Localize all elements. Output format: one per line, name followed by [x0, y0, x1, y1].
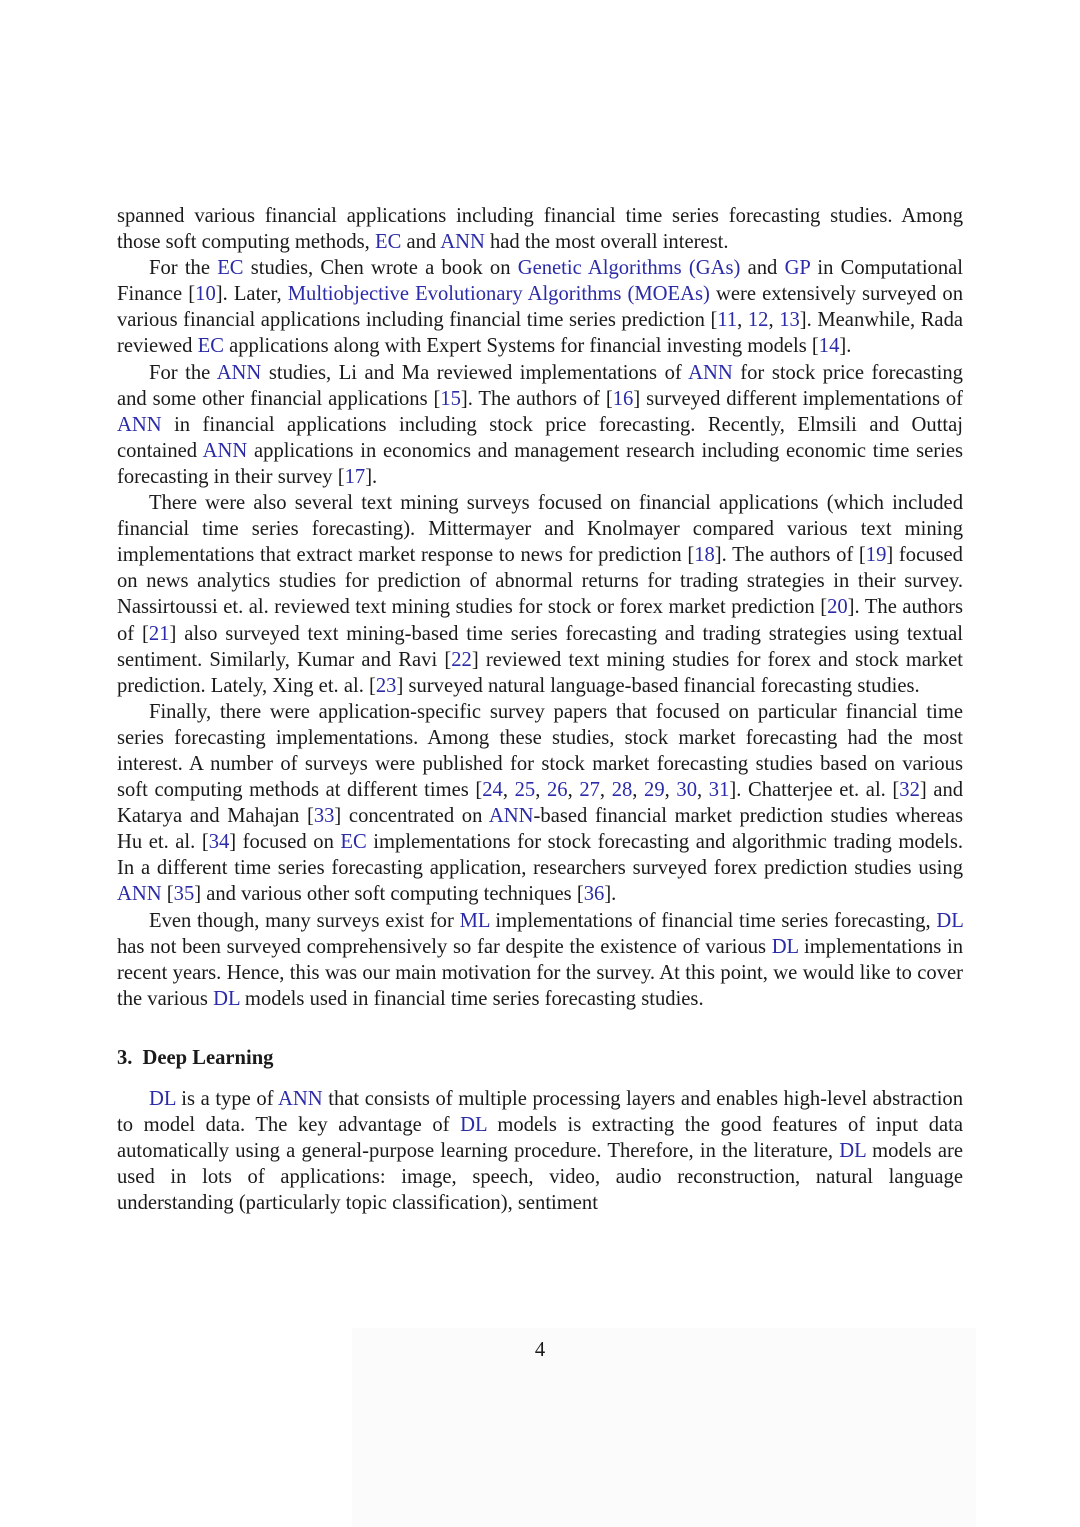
- deep-learning-paragraphs: [117, 1086, 963, 1216]
- acronym-link[interactable]: ANN: [202, 439, 248, 462]
- citation-link[interactable]: 18: [694, 544, 715, 567]
- acronym-link[interactable]: EC: [374, 231, 402, 254]
- section-number: 3.: [117, 1046, 133, 1069]
- paragraph: DL is a type of ANN that consists of multiple processing layers and enables high-level abstraction to model data. The key advantage of DL models is extracting the good features of input data automatically using a general-purpose learning procedure. Therefore, in the literature, DL models are used in lots of applications: image, speech, video, audio reconstruction, natural language understanding (particularly topic classification), sentiment: [117, 1087, 964, 1215]
- paper-page-body: [117, 203, 963, 1216]
- citation-link[interactable]: 16: [612, 387, 634, 410]
- acronym-link[interactable]: ML: [459, 909, 490, 932]
- citation-link[interactable]: 11: [717, 309, 738, 332]
- acronym-link[interactable]: DL: [213, 987, 240, 1010]
- paragraph: spanned various financial applications including financial time series forecasting studies. Among those soft computing methods, EC and ANN had the most overall interest.: [117, 205, 963, 254]
- citation-link[interactable]: 27: [579, 779, 600, 802]
- citation-link[interactable]: 20: [827, 596, 848, 619]
- citation-link[interactable]: 25: [514, 779, 536, 802]
- acronym-link[interactable]: EC: [217, 257, 244, 280]
- citation-link[interactable]: 19: [865, 544, 887, 567]
- citation-link[interactable]: 15: [440, 387, 461, 410]
- acronym-link[interactable]: DL: [460, 1114, 487, 1136]
- citation-link[interactable]: 24: [482, 779, 503, 802]
- citation-link[interactable]: 31: [708, 779, 730, 802]
- citation-link[interactable]: 29: [644, 779, 665, 802]
- paragraph: Finally, there were application-specific survey papers that focused on particular financial time series forecasting implementations. Among these studies, stock market forecasting had the most interest. A number of surveys were published for stock market forecasting studies based on various soft computing methods at different times [24, 25, 26, 27, 28, 29, 30, 31]. Chatterjee et. al. [32] and Katarya and Mahajan [33] concentrated on ANN-based financial market prediction studies whereas Hu et. al. [34] focused on EC implementations for stock forecasting and algorithmic trading models. In a different time series forecasting application, researchers surveyed forex prediction studies using ANN [35] and various other soft computing techniques [36].: [117, 700, 964, 906]
- citation-link[interactable]: 28: [611, 779, 633, 802]
- acronym-link[interactable]: DL: [771, 935, 799, 958]
- paragraph: Even though, many surveys exist for ML implementations of financial time series forecasting, DL has not been surveyed comprehensively so far despite the existence of various DL implementations in recent years. Hence, this was our main motivation for the survey. At this point, we would like to cover the various DL models used in financial time series forecasting studies.: [117, 909, 964, 1010]
- acronym-link[interactable]: ANN: [117, 413, 162, 436]
- citation-link[interactable]: 22: [451, 648, 472, 671]
- citation-link[interactable]: 10: [195, 283, 216, 306]
- acronym-link[interactable]: ANN: [488, 805, 534, 828]
- section-title: Deep Learning: [142, 1046, 274, 1069]
- citation-link[interactable]: 14: [818, 335, 840, 358]
- citation-link[interactable]: 36: [583, 883, 605, 906]
- citation-link[interactable]: 34: [208, 831, 230, 854]
- acronym-link[interactable]: DL: [149, 1087, 176, 1110]
- acronym-link[interactable]: EC: [197, 335, 224, 358]
- citation-link[interactable]: 13: [779, 309, 800, 332]
- paragraph: There were also several text mining surveys focused on financial applications (which included financial time series forecasting). Mittermayer and Knolmayer compared various text mining implementations that extract market response to news for prediction [18]. The authors of [19] focused on news analytics studies for prediction of abnormal returns for trading strategies in their survey. Nassirtoussi et. al. reviewed text mining studies for stock or forex market prediction [20]. The authors of [21] also surveyed text mining-based time series forecasting and trading strategies using textual sentiment. Similarly, Kumar and Ravi [22] reviewed text mining studies for forex and stock market prediction. Lately, Xing et. al. [23] surveyed natural language-based financial forecasting studies.: [117, 492, 964, 697]
- citation-link[interactable]: 17: [344, 465, 366, 488]
- citation-link[interactable]: 33: [313, 805, 335, 828]
- paragraph: For the ANN studies, Li and Ma reviewed implementations of ANN for stock price forecasting and some other financial applications [15]. The authors of [16] surveyed different implementations of ANN in financial applications including stock price forecasting. Recently, Elmsili and Outtaj contained ANN applications in economics and management research including economic time series forecasting in their survey [17].: [117, 361, 963, 488]
- citation-link[interactable]: 26: [546, 779, 568, 802]
- acronym-link[interactable]: Genetic Algorithms (GAs): [517, 257, 741, 280]
- citation-link[interactable]: 21: [148, 622, 170, 645]
- section-heading: [117, 1045, 963, 1071]
- related-work-paragraphs: [117, 203, 963, 1012]
- page-number: 4: [534, 1339, 546, 1361]
- citation-link[interactable]: 30: [676, 779, 697, 802]
- paragraph: For the EC studies, Chen wrote a book on Genetic Algorithms (GAs) and GP in Computational Finance [10]. Later, Multiobjective Evolutionary Algorithms (MOEAs) were extensively surveyed on various financial applications including financial time series prediction [11, 12, 13]. Meanwhile, Rada reviewed EC applications along with Expert Systems for financial investing models [14].: [117, 257, 964, 358]
- citation-link[interactable]: 12: [747, 309, 769, 332]
- citation-link[interactable]: 35: [173, 883, 195, 906]
- acronym-link[interactable]: DL: [839, 1140, 866, 1163]
- acronym-link[interactable]: GP: [784, 257, 811, 280]
- citation-link[interactable]: 32: [899, 779, 920, 802]
- acronym-link[interactable]: ANN: [440, 231, 485, 254]
- citation-link[interactable]: 23: [375, 674, 397, 697]
- acronym-link[interactable]: EC: [340, 831, 367, 854]
- acronym-link[interactable]: ANN: [117, 883, 162, 906]
- acronym-link[interactable]: ANN: [278, 1087, 323, 1110]
- acronym-link[interactable]: ANN: [216, 361, 262, 384]
- acronym-link[interactable]: ANN: [688, 361, 733, 384]
- acronym-link[interactable]: DL: [936, 909, 964, 932]
- acronym-link[interactable]: Multiobjective Evolutionary Algorithms (MOEAs): [287, 283, 710, 306]
